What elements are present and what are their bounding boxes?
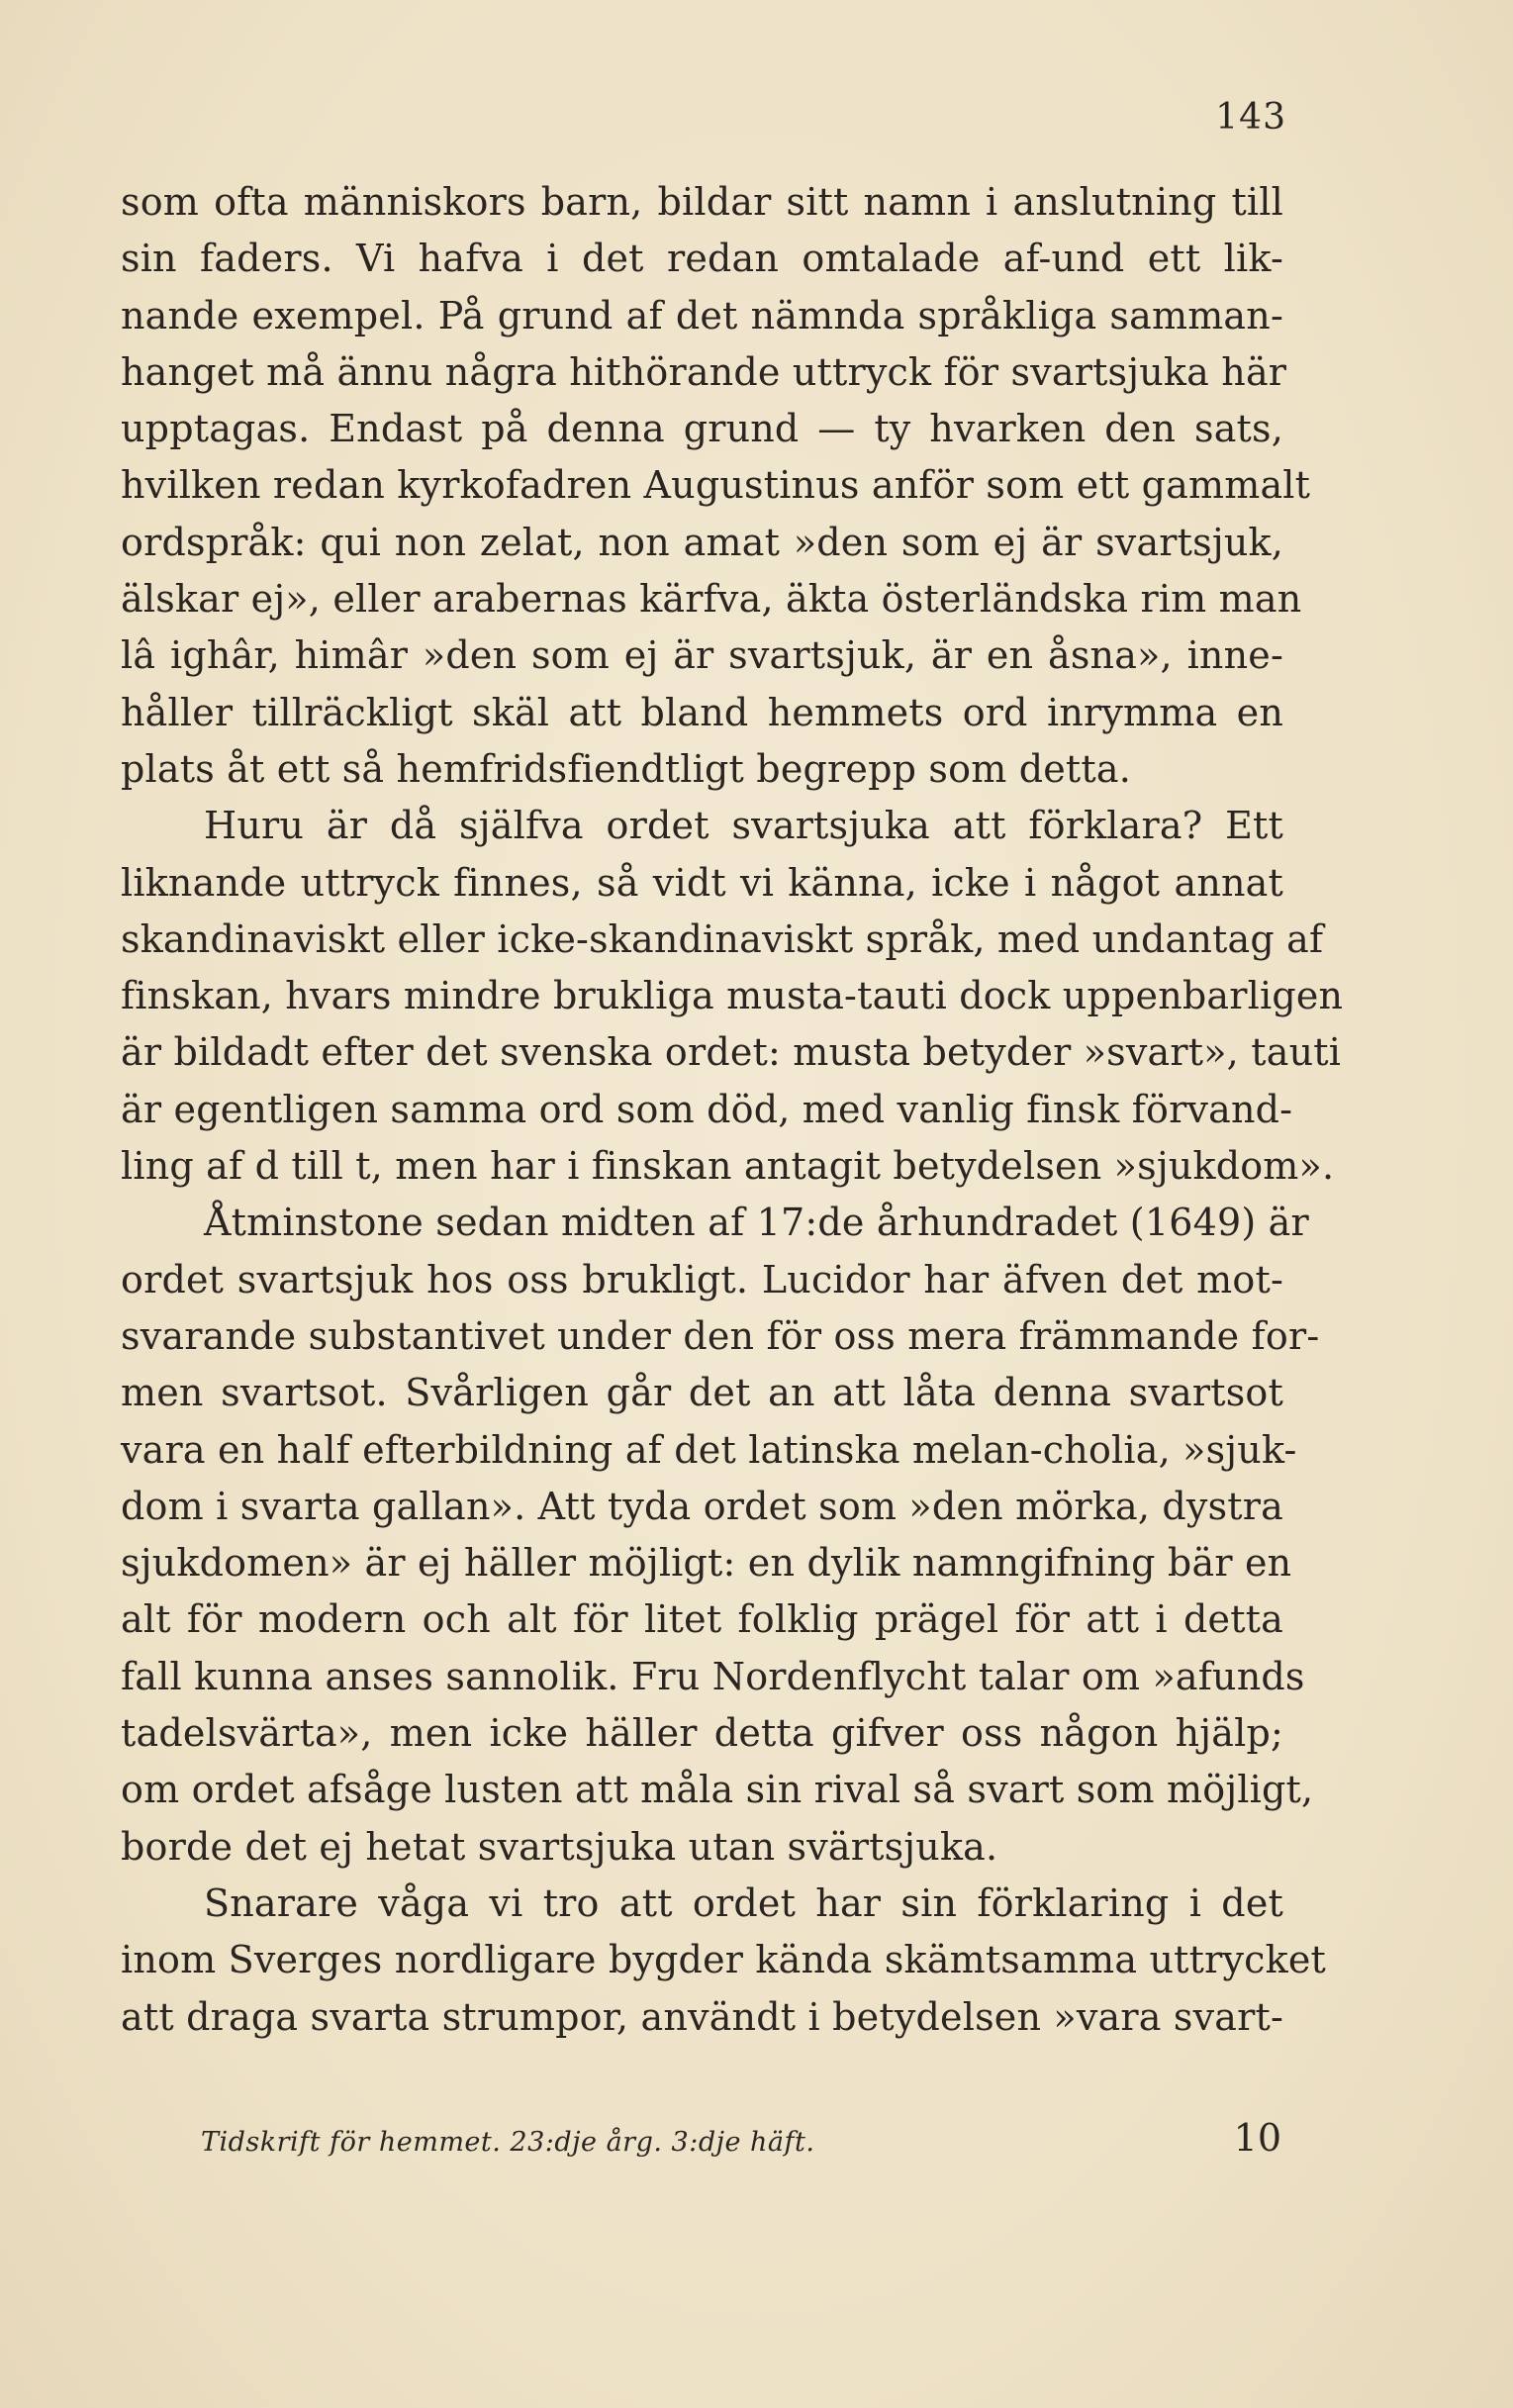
text-line: sin faders. Vi hafva i det redan omtalade af-und ett lik-	[121, 237, 1283, 281]
text-line: om ordet afsåge lusten att måla sin rival så svart som möjligt,	[121, 1768, 1314, 1812]
text-line: plats åt ett så hemfridsfiendtligt begrepp som detta.	[121, 746, 1131, 791]
text-line: är egentligen samma ord som död, med vanlig finsk förvand-	[121, 1087, 1293, 1131]
text-line: vara en half efterbildning af det latinska melan-cholia, »sjuk-	[121, 1427, 1297, 1472]
text-line: Åtminstone sedan midten af 17:de århundradet (1649) är	[204, 1201, 1309, 1245]
signature-mark: 10	[1233, 2116, 1281, 2160]
text-line: men svartsot. Svårligen går det an att låta denna svartsot	[121, 1371, 1283, 1415]
text-line: dom i svarta gallan». Att tyda ordet som »den mörka, dystra	[121, 1484, 1283, 1528]
text-line: upptagas. Endast på denna grund — ty hvarken den sats,	[121, 407, 1283, 451]
text-line: liknande uttryck finnes, så vidt vi känna, icke i något annat	[121, 860, 1283, 905]
text-line: ling af d till t, men har i finskan antagit betydelsen »sjukdom».	[121, 1144, 1335, 1189]
text-line: borde det ej hetat svartsjuka utan svärtsjuka.	[121, 1824, 998, 1869]
text-line: är bildadt efter det svenska ordet: musta betyder »svart», tauti	[121, 1030, 1342, 1075]
text-line: alt för modern och alt för litet folklig prägel för att i detta	[121, 1597, 1283, 1642]
text-line: hanget må ännu några hithörande uttryck för svartsjuka här	[121, 349, 1287, 394]
page-number: 143	[1215, 97, 1286, 138]
text-line: Snarare våga vi tro att ordet har sin förklaring i det	[204, 1880, 1283, 1925]
text-line: hvilken redan kyrkofadren Augustinus anför som ett gammalt	[121, 463, 1311, 508]
text-line: ordspråk: qui non zelat, non amat »den som ej är svartsjuk,	[121, 520, 1283, 564]
text-line: som ofta människors barn, bildar sitt namn i anslutning till	[121, 180, 1283, 224]
text-line: svarande substantivet under den för oss mera främmande for-	[121, 1313, 1320, 1358]
text-line: håller tillräckligt skäl att bland hemmets ord inrymma en	[121, 690, 1283, 734]
text-line: Huru är då själfva ordet svartsjuka att förklara? Ett	[204, 804, 1283, 848]
text-line: skandinaviskt eller icke-skandinaviskt språk, med undantag af	[121, 916, 1324, 961]
text-line: fall kunna anses sannolik. Fru Nordenflycht talar om »afunds	[121, 1654, 1305, 1698]
text-line: inom Sverges nordligare bygder kända skämtsamma uttrycket	[121, 1938, 1326, 1982]
body-text	[121, 174, 1344, 2046]
text-line: finskan, hvars mindre brukliga musta-tauti dock uppenbarligen	[121, 974, 1344, 1018]
text-line: älskar ej», eller arabernas kärfva, äkta österländska rim man	[121, 577, 1302, 622]
text-line: lâ ighâr, himâr »den som ej är svartsjuk, är en åsna», inne-	[121, 633, 1283, 678]
text-line: nande exempel. På grund af det nämnda språkliga samman-	[121, 293, 1283, 337]
page-footer	[201, 2116, 1281, 2160]
text-line: att draga svarta strumpor, användt i betydelsen »vara svart-	[121, 1994, 1283, 2039]
journal-reference: Tidskrift för hemmet. 23:dje årg. 3:dje häft.	[201, 2127, 815, 2158]
text-line: sjukdomen» är ej häller möjligt: en dylik namngifning bär en	[121, 1541, 1292, 1586]
text-line: ordet svartsjuk hos oss brukligt. Lucidor har äfven det mot-	[121, 1257, 1283, 1301]
text-line: tadelsvärta», men icke häller detta gifver oss någon hjälp;	[121, 1711, 1283, 1756]
